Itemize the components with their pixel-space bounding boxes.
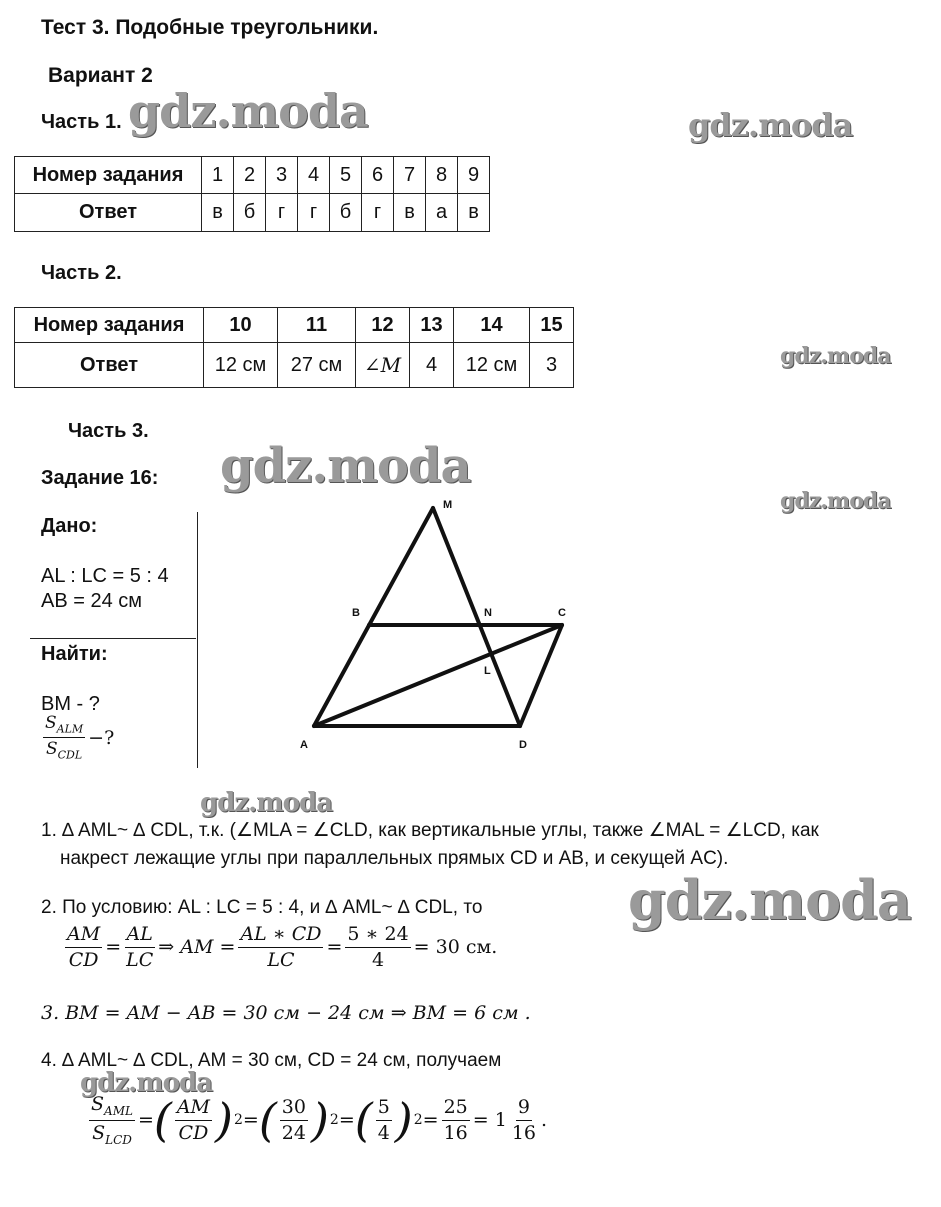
answer-cell: в [458, 194, 490, 232]
fraction: $\frac{5}{4}$ [377, 1096, 390, 1144]
given-title: Дано: [41, 515, 98, 537]
answer-cell: б [234, 194, 266, 232]
answer-cell: б [330, 194, 362, 232]
task-number-cell: 14 [454, 308, 530, 343]
label-a: A [300, 739, 308, 751]
label-l: L [484, 665, 491, 677]
task-number-cell: 4 [298, 157, 330, 194]
fraction: $\frac{25}{16}$ [443, 1096, 468, 1144]
label-d: D [519, 739, 527, 751]
part2-label: Часть 2. [41, 262, 122, 284]
task-number-cell: 5 [330, 157, 362, 194]
watermark: gdz.moda [128, 84, 368, 138]
line-md [433, 508, 520, 726]
area-fraction: $\frac{S_{ALM}}{S_{CDL}}$ [45, 713, 84, 762]
part3-label: Часть 3. [68, 420, 149, 442]
fraction: $\frac{AM}{CD}$ [176, 1096, 211, 1144]
watermark: gdz.moda [780, 343, 891, 369]
watermark: gdz.moda [780, 488, 891, 514]
table-row [15, 343, 574, 388]
table-row [15, 157, 490, 194]
watermark: gdz.moda [80, 1068, 213, 1098]
task-number-cell: 11 [278, 308, 356, 343]
task-number-cell: 3 [266, 157, 298, 194]
fraction: $\frac{AM}{CD}$ [67, 923, 101, 971]
table-header-cell: Ответ [15, 194, 202, 232]
task-number-cell: 10 [204, 308, 278, 343]
answer-cell: 12 см [454, 343, 530, 388]
task-title: Задание 16: [41, 467, 159, 489]
table-row [15, 194, 490, 232]
label-b: B [352, 607, 360, 619]
answer-cell: 3 [530, 343, 574, 388]
solution-step-3: 3. BM = AM − AB = 30 см − 24 см ⇒ BM = 6 см . [41, 1002, 531, 1024]
task-number-cell: 9 [458, 157, 490, 194]
solution-step-1-cont: накрест лежащие углы при параллельных прямых CD и AB, и секущей AC). [60, 848, 729, 869]
given-divider [30, 638, 196, 639]
find-title: Найти: [41, 643, 108, 665]
answer-cell: г [298, 194, 330, 232]
task-number-cell: 1 [202, 157, 234, 194]
watermark: gdz.moda [220, 438, 471, 494]
page-title: Тест 3. Подобные треугольники. [41, 16, 379, 39]
answer-cell: г [266, 194, 298, 232]
fraction: $\frac{AL}{LC}$ [126, 923, 154, 971]
task-number-cell: 2 [234, 157, 266, 194]
answer-cell: г [362, 194, 394, 232]
answer-cell: ∠M [356, 343, 410, 388]
watermark: gdz.moda [688, 106, 853, 144]
part1-answer-table [14, 156, 490, 232]
variant-label: Вариант 2 [48, 64, 153, 87]
task-number-cell: 12 [356, 308, 410, 343]
geometry-figure [290, 490, 590, 760]
task-number-cell: 15 [530, 308, 574, 343]
given-vertical-divider [197, 512, 198, 768]
task-number-cell: 6 [362, 157, 394, 194]
table-header-cell: Ответ [15, 343, 204, 388]
answer-cell: 4 [410, 343, 454, 388]
answer-cell: а [426, 194, 458, 232]
label-c: C [558, 607, 566, 619]
label-m: M [443, 499, 453, 511]
solution-step-2: 2. По условию: AL : LC = 5 : 4, и ∆ AML~ ∆ CDL, то [41, 897, 483, 918]
part2-answer-table [14, 307, 574, 388]
solution-step-2-equation: $\frac{AM}{CD}$ = $\frac{AL}{LC}$ ⇒ AM = $\frac{AL ∗ CD}{LC}$ = $\frac{5 ∗ 24}{4}$ = 30 см. [67, 923, 498, 971]
table-header-cell: Номер задания [15, 308, 204, 343]
solution-step-1: 1. ∆ AML~ ∆ CDL, т.к. (∠MLA = ∠CLD, как вертикальные углы, также ∠MAL = ∠LCD, как [41, 820, 819, 841]
find-bm: BM - ? [41, 693, 100, 715]
label-n: N [484, 607, 492, 619]
answer-cell: 12 см [204, 343, 278, 388]
part1-label: Часть 1. [41, 111, 122, 133]
line-am [314, 508, 433, 726]
answer-cell: в [202, 194, 234, 232]
fraction: $\frac{30}{24}$ [281, 1096, 306, 1144]
fraction: $\frac{S_{AML}}{S_{LCD}}$ [91, 1093, 133, 1147]
fraction: $\frac{9}{16}$ [511, 1096, 537, 1144]
task-number-cell: 13 [410, 308, 454, 343]
given-ab: AB = 24 см [41, 590, 143, 612]
answer-cell: 27 см [278, 343, 356, 388]
fraction: $\frac{AL ∗ CD}{LC}$ [240, 923, 322, 971]
given-ratio: AL : LC = 5 : 4 [41, 565, 169, 587]
table-header-cell: Номер задания [15, 157, 202, 194]
solution-step-4: 4. ∆ AML~ ∆ CDL, AM = 30 см, CD = 24 см, получаем [41, 1050, 502, 1071]
find-area-ratio: $\frac{S_{ALM}}{S_{CDL}}$ −? [45, 713, 115, 762]
solution-step-4-equation: $\frac{S_{AML}}{S_{LCD}}$ = ( $\frac{AM}{CD}$ ) 2 = ( $\frac{30}{24}$ ) 2 = ( $\frac{5}{4}$ ) 2 = $\frac{25}{16}$ = 1 $\frac{9}{16}$ . [91, 1093, 548, 1148]
watermark: gdz.moda [628, 868, 911, 932]
table-row [15, 308, 574, 343]
task-number-cell: 8 [426, 157, 458, 194]
watermark: gdz.moda [200, 788, 333, 818]
answer-cell: в [394, 194, 426, 232]
task-number-cell: 7 [394, 157, 426, 194]
fraction: $\frac{5 ∗ 24}{4}$ [347, 923, 409, 971]
